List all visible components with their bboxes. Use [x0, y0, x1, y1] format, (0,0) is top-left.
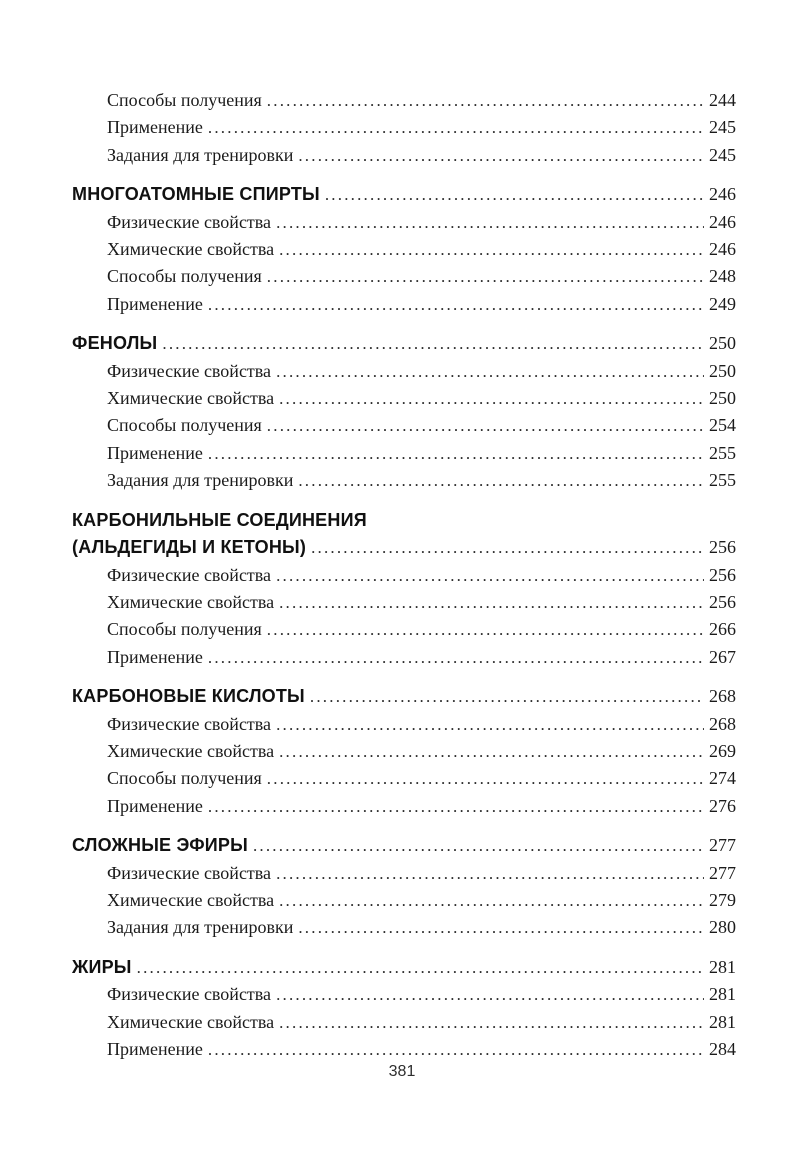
- toc-entry-page: 268: [709, 686, 736, 707]
- toc-entry-label: Физические свойства: [107, 360, 272, 381]
- toc-heading-row: [72, 534, 736, 561]
- toc-entry-page: 277: [709, 835, 736, 856]
- toc-heading-row: [72, 330, 736, 357]
- toc-entry-page: 281: [709, 1011, 736, 1032]
- toc-dot-leader: [137, 954, 704, 981]
- toc-entry-row: [72, 860, 736, 887]
- toc-entry-page: 250: [709, 360, 736, 381]
- toc-dot-leader: [279, 385, 704, 412]
- toc-heading-label: (АЛЬДЕГИДЫ И КЕТОНЫ): [72, 537, 307, 558]
- toc-entry-label: Применение: [107, 293, 203, 314]
- toc-dot-leader: [276, 358, 704, 385]
- toc-entry-row: [72, 412, 736, 439]
- toc-heading-label: СЛОЖНЫЕ ЭФИРЫ: [72, 835, 248, 856]
- toc-entry-label: Физические свойства: [107, 713, 272, 734]
- toc-entry-row: [72, 467, 736, 494]
- toc-entry-label: Химические свойства: [107, 591, 275, 612]
- toc-entry-page: 256: [709, 537, 736, 558]
- toc-dot-leader: [208, 793, 704, 820]
- toc-entry-page: 250: [709, 333, 736, 354]
- toc-entry-row: [72, 793, 736, 820]
- toc-dot-leader: [267, 765, 704, 792]
- toc-entry-page: 269: [709, 740, 736, 761]
- toc-entry-row: [72, 114, 736, 141]
- toc-entry-label: Физические свойства: [107, 862, 272, 883]
- toc-heading-label: ЖИРЫ: [72, 956, 132, 977]
- toc-entry-page: 249: [709, 293, 736, 314]
- toc-entry-row: [72, 589, 736, 616]
- toc-entry-row: [72, 385, 736, 412]
- toc-heading-row: [72, 832, 736, 859]
- toc-dot-leader: [279, 589, 704, 616]
- toc-dot-leader: [279, 887, 704, 914]
- toc-entry-row: [72, 236, 736, 263]
- toc-entry-label: Задания для тренировки: [107, 917, 294, 938]
- toc-entry-row: [72, 1036, 736, 1063]
- toc-entry-page: 245: [709, 144, 736, 165]
- toc-entry-label: Химические свойства: [107, 239, 275, 260]
- toc-entry-label: Физические свойства: [107, 211, 272, 232]
- toc-list: [72, 87, 736, 1063]
- toc-section: [72, 507, 736, 671]
- page-number: 381: [388, 1063, 416, 1080]
- toc-entry-row: [72, 87, 736, 114]
- toc-entry-row: [72, 562, 736, 589]
- toc-dot-leader: [267, 616, 704, 643]
- toc-entry-label: Физические свойства: [107, 564, 272, 585]
- toc-entry-row: [72, 981, 736, 1008]
- toc-entry-row: [72, 887, 736, 914]
- toc-entry-label: Применение: [107, 795, 203, 816]
- toc-heading-row: [72, 683, 736, 710]
- toc-section: [72, 181, 736, 318]
- toc-entry-page: 246: [709, 211, 736, 232]
- toc-entry-page: 268: [709, 713, 736, 734]
- toc-entry-row: [72, 644, 736, 671]
- toc-heading-label: ФЕНОЛЫ: [72, 333, 158, 354]
- toc-entry-row: [72, 914, 736, 941]
- toc-entry-row: [72, 616, 736, 643]
- toc-heading-row: [72, 954, 736, 981]
- toc-entry-row: [72, 1009, 736, 1036]
- toc-entry-row: [72, 711, 736, 738]
- toc-dot-leader: [253, 832, 704, 859]
- toc-section: [72, 832, 736, 942]
- toc-entry-page: 254: [709, 415, 736, 436]
- toc-entry-page: 246: [709, 239, 736, 260]
- toc-section: [72, 954, 736, 1064]
- toc-entry-page: 280: [709, 917, 736, 938]
- toc-dot-leader: [298, 467, 704, 494]
- toc-dot-leader: [267, 263, 704, 290]
- toc-dot-leader: [311, 534, 704, 561]
- toc-dot-leader: [279, 1009, 704, 1036]
- toc-heading-label: МНОГОАТОМНЫЕ СПИРТЫ: [72, 184, 320, 205]
- toc-dot-leader: [310, 683, 704, 710]
- toc-entry-page: 256: [709, 564, 736, 585]
- toc-dot-leader: [279, 236, 704, 263]
- toc-entry-label: Способы получения: [107, 415, 262, 436]
- toc-heading-label: КАРБОНИЛЬНЫЕ СОЕДИНЕНИЯ: [72, 509, 367, 530]
- toc-dot-leader: [208, 1036, 704, 1063]
- toc-entry-page: 266: [709, 619, 736, 640]
- toc-dot-leader: [276, 981, 704, 1008]
- toc-entry-page: 281: [709, 984, 736, 1005]
- toc-dot-leader: [325, 181, 704, 208]
- toc-entry-page: 276: [709, 795, 736, 816]
- toc-entry-label: Химические свойства: [107, 740, 275, 761]
- toc-section: [72, 683, 736, 820]
- toc-dot-leader: [208, 291, 704, 318]
- toc-heading-row: [72, 181, 736, 208]
- toc-entry-page: 245: [709, 117, 736, 138]
- toc-entry-page: 279: [709, 889, 736, 910]
- toc-dot-leader: [276, 209, 704, 236]
- toc-entry-label: Химические свойства: [107, 388, 275, 409]
- toc-section: [72, 330, 736, 494]
- toc-heading-label: КАРБОНОВЫЕ КИСЛОТЫ: [72, 686, 305, 707]
- toc-dot-leader: [208, 644, 704, 671]
- toc-entry-page: 248: [709, 266, 736, 287]
- toc-entry-page: 255: [709, 442, 736, 463]
- toc-entry-label: Применение: [107, 117, 203, 138]
- toc-dot-leader: [298, 914, 704, 941]
- toc-entry-page: 246: [709, 184, 736, 205]
- toc-entry-page: 281: [709, 956, 736, 977]
- toc-entry-label: Способы получения: [107, 619, 262, 640]
- toc-dot-leader: [276, 860, 704, 887]
- toc-entry-page: 284: [709, 1039, 736, 1059]
- toc-entry-label: Способы получения: [107, 768, 262, 789]
- toc-entry-label: Применение: [107, 646, 203, 667]
- toc-entry-label: Способы получения: [107, 90, 262, 110]
- toc-entry-label: Применение: [107, 442, 203, 463]
- toc-entry-page: 256: [709, 591, 736, 612]
- toc-entry-row: [72, 440, 736, 467]
- toc-dot-leader: [267, 412, 704, 439]
- toc-entry-label: Способы получения: [107, 266, 262, 287]
- toc-heading-row: [72, 507, 736, 534]
- toc-entry-page: 255: [709, 470, 736, 491]
- toc-entry-label: Физические свойства: [107, 984, 272, 1005]
- toc-entry-row: [72, 765, 736, 792]
- toc-entry-row: [72, 291, 736, 318]
- toc-entry-label: Задания для тренировки: [107, 144, 294, 165]
- toc-dot-leader: [267, 87, 704, 114]
- toc-entry-label: Задания для тренировки: [107, 470, 294, 491]
- toc-entry-row: [72, 358, 736, 385]
- toc-dot-leader: [276, 711, 704, 738]
- toc-dot-leader: [208, 440, 704, 467]
- toc-dot-leader: [276, 562, 704, 589]
- toc-dot-leader: [298, 142, 704, 169]
- toc-dot-leader: [208, 114, 704, 141]
- toc-section: [72, 87, 736, 169]
- toc-entry-label: Применение: [107, 1039, 203, 1059]
- toc-entry-row: [72, 209, 736, 236]
- toc-entry-page: 267: [709, 646, 736, 667]
- toc-entry-page: 250: [709, 388, 736, 409]
- toc-entry-page: 274: [709, 768, 736, 789]
- toc-dot-leader: [279, 738, 704, 765]
- toc-entry-row: [72, 142, 736, 169]
- toc-entry-row: [72, 263, 736, 290]
- toc-entry-page: 277: [709, 862, 736, 883]
- toc-entry-label: Химические свойства: [107, 1011, 275, 1032]
- toc-entry-page: 244: [709, 90, 736, 110]
- toc-entry-label: Химические свойства: [107, 889, 275, 910]
- toc-dot-leader: [162, 330, 704, 357]
- toc-entry-row: [72, 738, 736, 765]
